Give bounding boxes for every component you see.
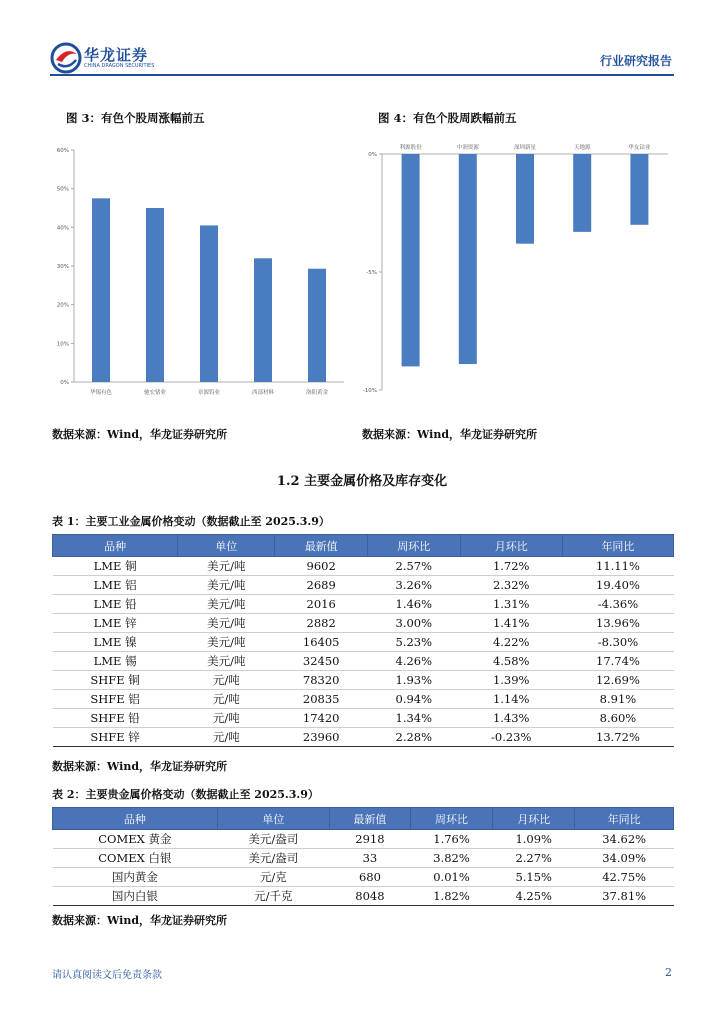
bar	[459, 154, 477, 364]
bar	[516, 154, 534, 244]
table-cell: 13.72%	[562, 728, 673, 747]
table-cell: LME 铅	[53, 595, 178, 614]
table-row	[53, 830, 674, 849]
table-cell: -0.23%	[460, 728, 562, 747]
table-cell: 4.25%	[493, 887, 575, 906]
bar	[92, 198, 110, 382]
table-cell: 20835	[275, 690, 368, 709]
table-cell: 1.93%	[368, 671, 461, 690]
column-header: 月环比	[460, 535, 562, 557]
table-cell: 2689	[275, 576, 368, 595]
table-cell: 9602	[275, 557, 368, 576]
x-tick-label: 天地源	[573, 145, 591, 151]
y-tick-label: -10%	[362, 388, 377, 394]
table-cell: 1.72%	[460, 557, 562, 576]
table-cell: 1.14%	[460, 690, 562, 709]
column-header: 最新值	[275, 535, 368, 557]
table-cell: 3.00%	[368, 614, 461, 633]
table-cell: 13.96%	[562, 614, 673, 633]
y-tick-label: 0%	[368, 152, 377, 158]
table-cell: 17.74%	[562, 652, 673, 671]
header-divider	[50, 74, 674, 76]
table-cell: 2882	[275, 614, 368, 633]
table-cell: 1.43%	[460, 709, 562, 728]
table-cell: 1.46%	[368, 595, 461, 614]
table-cell: 11.11%	[562, 557, 673, 576]
fig3-bar-chart	[52, 140, 352, 402]
x-tick-label: 驰宏锗业	[143, 390, 167, 396]
table-cell: 8.91%	[562, 690, 673, 709]
precious-metals-table	[52, 807, 674, 906]
x-tick-label: 洛阳黄金	[305, 390, 329, 396]
table-header-row	[53, 808, 674, 830]
x-tick-label: 西部材料	[251, 390, 275, 396]
fig4-source: 数据来源：Wind，华龙证券研究所	[362, 428, 538, 441]
table-row	[53, 868, 674, 887]
logo-subtext: CHINA DRAGON SECURITIES	[84, 63, 155, 69]
table-cell: 元/吨	[178, 709, 275, 728]
table-cell: 美元/吨	[178, 557, 275, 576]
table-cell: 1.09%	[493, 830, 575, 849]
bar	[630, 154, 648, 225]
y-tick-label: 30%	[56, 264, 69, 270]
y-tick-label: 40%	[56, 225, 69, 232]
table-cell: 2.28%	[368, 728, 461, 747]
bar	[402, 154, 420, 366]
table-row	[53, 671, 674, 690]
fig3-source: 数据来源：Wind，华龙证券研究所	[52, 428, 228, 441]
column-header: 品种	[53, 535, 178, 557]
bar	[308, 269, 326, 382]
table-cell: 0.94%	[368, 690, 461, 709]
bar	[573, 154, 591, 232]
table-cell: 1.31%	[460, 595, 562, 614]
table-cell: 34.62%	[575, 830, 674, 849]
table-cell: 8048	[329, 887, 410, 906]
table-cell: 美元/吨	[178, 595, 275, 614]
bar	[200, 225, 218, 382]
y-tick-label: 10%	[56, 341, 69, 348]
table-cell: SHFE 铝	[53, 690, 178, 709]
table-cell: 42.75%	[575, 868, 674, 887]
section-title: 1.2 主要金属价格及库存变化	[276, 474, 448, 489]
table-cell: 23960	[275, 728, 368, 747]
fig4-bar-chart	[360, 138, 672, 402]
table-cell: 国内白银	[53, 887, 218, 906]
table-header-row	[53, 535, 674, 557]
table-cell: LME 锡	[53, 652, 178, 671]
x-tick-label: 中润资源	[456, 145, 479, 151]
table-cell: 美元/吨	[178, 633, 275, 652]
table-row	[53, 849, 674, 868]
company-logo	[50, 42, 155, 74]
table1-source: 数据来源：Wind，华龙证券研究所	[52, 760, 228, 773]
table-row	[53, 614, 674, 633]
table-row	[53, 576, 674, 595]
table-cell: 78320	[275, 671, 368, 690]
table-cell: 元/克	[217, 868, 329, 887]
table-cell: SHFE 铜	[53, 671, 178, 690]
table-cell: LME 锌	[53, 614, 178, 633]
x-tick-label: 利源股份	[399, 145, 422, 151]
bar	[146, 208, 164, 382]
table-cell: 4.26%	[368, 652, 461, 671]
table-cell: 2.32%	[460, 576, 562, 595]
table-cell: 0.01%	[410, 868, 492, 887]
table-cell: 32450	[275, 652, 368, 671]
table-cell: 1.34%	[368, 709, 461, 728]
y-tick-label: 0%	[60, 380, 69, 386]
table-cell: SHFE 锌	[53, 728, 178, 747]
fig4-caption: 图 4：有色个股周跌幅前五	[378, 111, 517, 125]
table-cell: 34.09%	[575, 849, 674, 868]
dragon-logo-icon	[50, 42, 82, 74]
table-cell: 4.58%	[460, 652, 562, 671]
column-header: 周环比	[368, 535, 461, 557]
table-row	[53, 709, 674, 728]
industrial-metals-table	[52, 534, 674, 747]
table-cell: 美元/吨	[178, 614, 275, 633]
column-header: 单位	[217, 808, 329, 830]
table-cell: 8.60%	[562, 709, 673, 728]
column-header: 周环比	[410, 808, 492, 830]
y-tick-label: -5%	[366, 270, 377, 276]
table-cell: 2016	[275, 595, 368, 614]
table-cell: 17420	[275, 709, 368, 728]
table-cell: -4.36%	[562, 595, 673, 614]
table1-caption: 表 1：主要工业金属价格变动（数据截止至 2025.3.9）	[52, 515, 330, 528]
table-cell: 国内黄金	[53, 868, 218, 887]
table-cell: LME 铜	[53, 557, 178, 576]
table-cell: 美元/盎司	[217, 830, 329, 849]
table-cell: -8.30%	[562, 633, 673, 652]
x-tick-label: 深圳新星	[513, 145, 537, 151]
table-cell: COMEX 黄金	[53, 830, 218, 849]
page-number: 2	[665, 966, 672, 979]
table-cell: 4.22%	[460, 633, 562, 652]
column-header: 最新值	[329, 808, 410, 830]
table-cell: 美元/盎司	[217, 849, 329, 868]
table-row	[53, 728, 674, 747]
table-cell: 5.15%	[493, 868, 575, 887]
table-cell: LME 铝	[53, 576, 178, 595]
table-row	[53, 557, 674, 576]
table-cell: COMEX 白银	[53, 849, 218, 868]
table-cell: 1.82%	[410, 887, 492, 906]
table-cell: 1.76%	[410, 830, 492, 849]
table-cell: 33	[329, 849, 410, 868]
table-cell: 元/吨	[178, 690, 275, 709]
table-cell: LME 镍	[53, 633, 178, 652]
table-cell: SHFE 铅	[53, 709, 178, 728]
x-tick-label: 华友钴业	[628, 145, 651, 151]
table-cell: 1.41%	[460, 614, 562, 633]
x-tick-label: 华锡有色	[89, 390, 113, 396]
table-cell: 2.27%	[493, 849, 575, 868]
table-row	[53, 690, 674, 709]
table-cell: 2918	[329, 830, 410, 849]
column-header: 品种	[53, 808, 218, 830]
table-cell: 16405	[275, 633, 368, 652]
table-cell: 5.23%	[368, 633, 461, 652]
y-tick-label: 20%	[56, 302, 69, 309]
report-type: 行业研究报告	[599, 54, 672, 68]
table-cell: 12.69%	[562, 671, 673, 690]
table2-caption: 表 2：主要贵金属价格变动（数据截止至 2025.3.9）	[52, 788, 319, 801]
table-cell: 37.81%	[575, 887, 674, 906]
table-cell: 美元/吨	[178, 652, 275, 671]
x-tick-label: 章源钨业	[197, 390, 221, 396]
table-row	[53, 652, 674, 671]
table-cell: 19.40%	[562, 576, 673, 595]
table-cell: 1.39%	[460, 671, 562, 690]
table-row	[53, 887, 674, 906]
table-cell: 3.82%	[410, 849, 492, 868]
table-cell: 美元/吨	[178, 576, 275, 595]
column-header: 月环比	[493, 808, 575, 830]
table-row	[53, 633, 674, 652]
table-cell: 元/吨	[178, 671, 275, 690]
table-cell: 元/吨	[178, 728, 275, 747]
column-header: 年同比	[562, 535, 673, 557]
table-cell: 2.57%	[368, 557, 461, 576]
logo-text: 华龙证券	[84, 46, 149, 64]
table-cell: 680	[329, 868, 410, 887]
y-tick-label: 60%	[56, 148, 69, 154]
y-tick-label: 50%	[56, 186, 69, 193]
table2-source: 数据来源：Wind，华龙证券研究所	[52, 914, 228, 927]
bar	[254, 258, 272, 382]
table-cell: 3.26%	[368, 576, 461, 595]
fig3-caption: 图 3：有色个股周涨幅前五	[66, 111, 205, 125]
column-header: 年同比	[575, 808, 674, 830]
column-header: 单位	[178, 535, 275, 557]
disclaimer-note: 请认真阅读文后免责条款	[52, 970, 162, 981]
table-row	[53, 595, 674, 614]
table-cell: 元/千克	[217, 887, 329, 906]
